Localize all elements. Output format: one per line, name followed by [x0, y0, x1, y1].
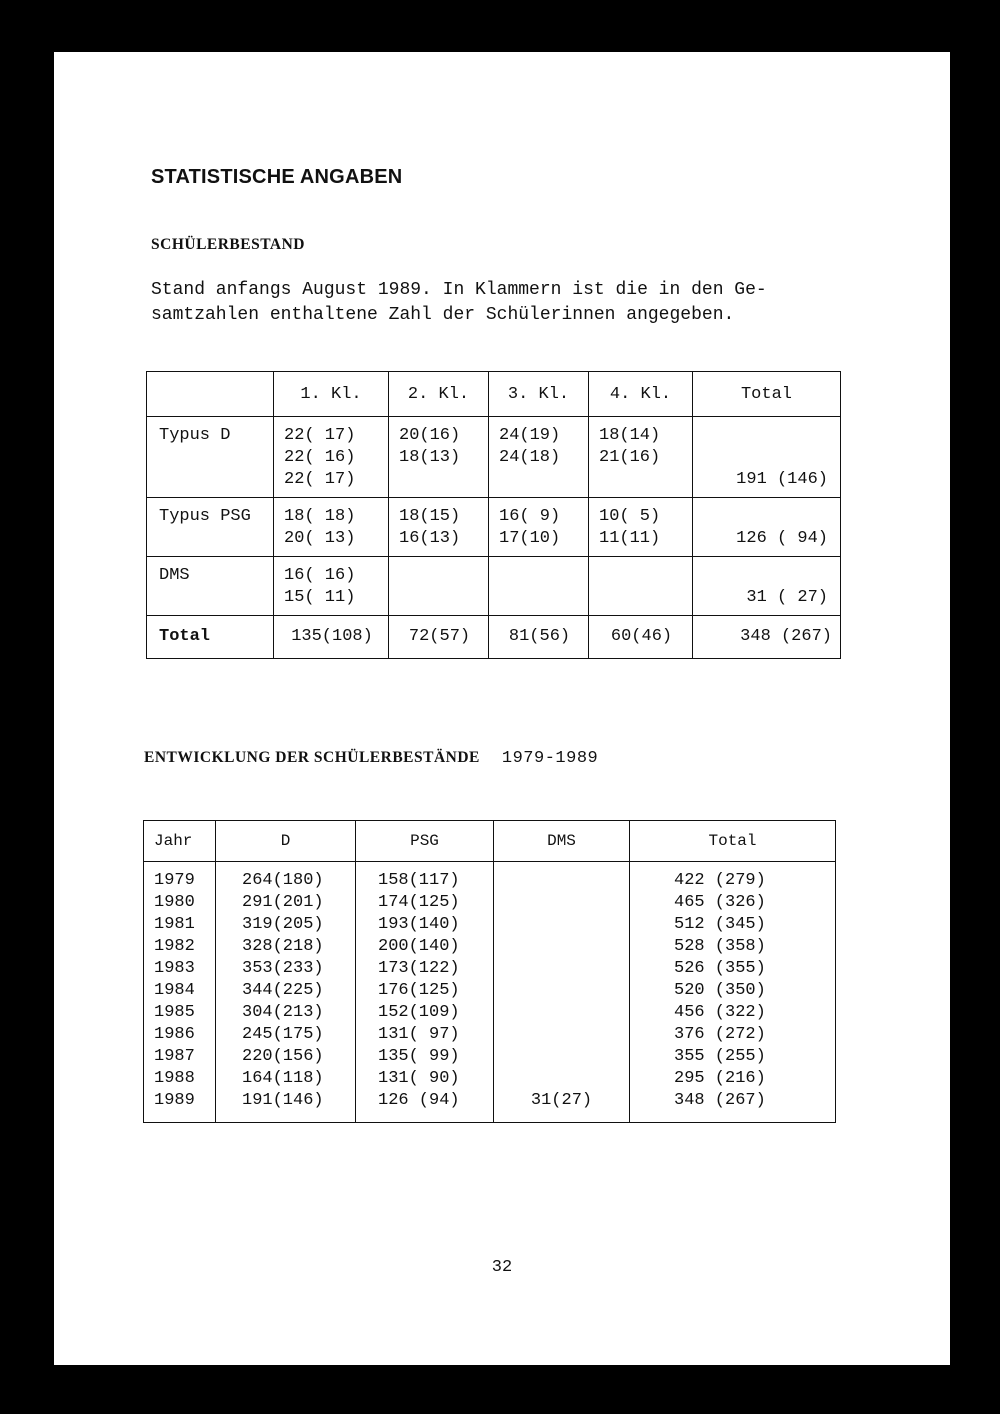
- cell-value: 18( 18): [284, 507, 356, 526]
- list-item: 1982: [154, 937, 195, 956]
- list-item: 1980: [154, 893, 195, 912]
- list-item: 200(140): [378, 937, 460, 956]
- list-item: 245(175): [242, 1025, 324, 1044]
- header-cell-total: Total: [630, 821, 836, 862]
- cell-value: 17(10): [499, 529, 561, 548]
- cell-c3: [489, 417, 589, 498]
- total-row-c1: 135(108): [274, 616, 389, 659]
- cell-c4: [589, 498, 693, 557]
- cell-value: 18(15): [399, 507, 461, 526]
- list-item: 348 (267): [674, 1091, 766, 1110]
- header-cell-kl3: 3. Kl.: [489, 372, 589, 417]
- column-psg: [356, 862, 494, 1123]
- list-item: 422 (279): [674, 871, 766, 890]
- list-item: 291(201): [242, 893, 324, 912]
- intro-line-1: Stand anfangs August 1989. In Klammern ist die in den Ge-: [151, 280, 767, 300]
- list-item: 456 (322): [674, 1003, 766, 1022]
- list-item: 131( 90): [378, 1069, 460, 1088]
- cell-total: [693, 557, 841, 616]
- total-row-label: Total: [147, 616, 274, 659]
- cell-value: 22( 17): [284, 470, 356, 489]
- list-item: 528 (358): [674, 937, 766, 956]
- list-item: 173(122): [378, 959, 460, 978]
- table-row: [144, 862, 836, 1123]
- total-row-c3: 81(56): [489, 616, 589, 659]
- intro-paragraph: [151, 278, 871, 328]
- document-page: [54, 52, 950, 1365]
- cell-value: 16( 9): [499, 507, 561, 526]
- intro-line-2: samtzahlen enthaltene Zahl der Schülerinnen angegeben.: [151, 305, 735, 325]
- column-dms: [494, 862, 630, 1123]
- cell-c2: [389, 498, 489, 557]
- section-heading-text: ENTWICKLUNG DER SCHÜLERBESTÄNDE: [144, 749, 480, 766]
- cell-value: 20(16): [399, 426, 461, 445]
- cell-value: 22( 16): [284, 448, 356, 467]
- cell-value: 18(13): [399, 448, 461, 467]
- entwicklung-table: [143, 820, 836, 1123]
- header-cell-d: D: [216, 821, 356, 862]
- cell-c1: [274, 498, 389, 557]
- list-item: 304(213): [242, 1003, 324, 1022]
- header-cell-psg: PSG: [356, 821, 494, 862]
- row-label: Typus PSG: [147, 498, 274, 557]
- list-item: 295 (216): [674, 1069, 766, 1088]
- cell-value: 16( 16): [284, 566, 356, 585]
- list-item: 1987: [154, 1047, 195, 1066]
- cell-value: 18(14): [599, 426, 661, 445]
- cell-c4: [589, 417, 693, 498]
- list-item: 264(180): [242, 871, 324, 890]
- header-cell-jahr: Jahr: [144, 821, 216, 862]
- cell-c1: [274, 417, 389, 498]
- list-item: 193(140): [378, 915, 460, 934]
- list-item: 158(117): [378, 871, 460, 890]
- cell-c2: [389, 417, 489, 498]
- list-item: 319(205): [242, 915, 324, 934]
- header-cell-empty: [147, 372, 274, 417]
- list-item: 1989: [154, 1091, 195, 1110]
- header-cell-dms: DMS: [494, 821, 630, 862]
- cell-c4: [589, 557, 693, 616]
- section-heading-schuelerbestand: SCHÜLERBESTAND: [151, 236, 306, 253]
- list-item: 191(146): [242, 1091, 324, 1110]
- table-row: [147, 498, 841, 557]
- list-item: 1986: [154, 1025, 195, 1044]
- table-row: [147, 417, 841, 498]
- total-value: 126 ( 94): [736, 529, 828, 548]
- list-item: 152(109): [378, 1003, 460, 1022]
- cell-value: 11(11): [599, 529, 661, 548]
- section-heading-entwicklung: [144, 749, 598, 768]
- list-item: 1988: [154, 1069, 195, 1088]
- total-row-c4: 60(46): [589, 616, 693, 659]
- cell-value: 24(19): [499, 426, 561, 445]
- list-item: 1984: [154, 981, 195, 1000]
- list-item: 176(125): [378, 981, 460, 1000]
- list-item: 520 (350): [674, 981, 766, 1000]
- list-item: 465 (326): [674, 893, 766, 912]
- list-item: 135( 99): [378, 1047, 460, 1066]
- list-item: 328(218): [242, 937, 324, 956]
- header-cell-kl1: 1. Kl.: [274, 372, 389, 417]
- list-item: 355 (255): [674, 1047, 766, 1066]
- table-row: [147, 557, 841, 616]
- cell-value: 20( 13): [284, 529, 356, 548]
- list-item: 512 (345): [674, 915, 766, 934]
- list-item: 526 (355): [674, 959, 766, 978]
- cell-value: 15( 11): [284, 588, 356, 607]
- header-cell-kl4: 4. Kl.: [589, 372, 693, 417]
- list-item: 344(225): [242, 981, 324, 1000]
- row-label: DMS: [147, 557, 274, 616]
- header-cell-total: Total: [693, 372, 841, 417]
- cell-value: 10( 5): [599, 507, 661, 526]
- list-item: 1985: [154, 1003, 195, 1022]
- cell-value: 24(18): [499, 448, 561, 467]
- list-item: 126 (94): [378, 1091, 460, 1110]
- list-item: 1983: [154, 959, 195, 978]
- column-total: [630, 862, 836, 1123]
- cell-c3: [489, 498, 589, 557]
- total-value: 191 (146): [736, 470, 828, 489]
- cell-total: [693, 498, 841, 557]
- total-value: 31 ( 27): [746, 588, 828, 607]
- list-item: 220(156): [242, 1047, 324, 1066]
- column-jahr: [144, 862, 216, 1123]
- section-heading-years: 1979-1989: [501, 749, 599, 768]
- row-label: Typus D: [147, 417, 274, 498]
- cell-value: 21(16): [599, 448, 661, 467]
- table-header-row: [144, 821, 836, 862]
- dms-value: 31(27): [530, 1091, 593, 1110]
- list-item: 1981: [154, 915, 195, 934]
- cell-c1: [274, 557, 389, 616]
- page-number: 32: [491, 1258, 513, 1277]
- page-title: STATISTISCHE ANGABEN: [151, 166, 403, 188]
- cell-value: 22( 17): [284, 426, 356, 445]
- schuelerbestand-table: [146, 371, 841, 659]
- cell-c2: [389, 557, 489, 616]
- cell-total: [693, 417, 841, 498]
- cell-c3: [489, 557, 589, 616]
- total-row-total: 348 (267): [693, 616, 841, 659]
- table-header-row: [147, 372, 841, 417]
- column-d: [216, 862, 356, 1123]
- header-cell-kl2: 2. Kl.: [389, 372, 489, 417]
- list-item: 131( 97): [378, 1025, 460, 1044]
- list-item: 164(118): [242, 1069, 324, 1088]
- list-item: 174(125): [378, 893, 460, 912]
- list-item: 353(233): [242, 959, 324, 978]
- total-row-c2: 72(57): [389, 616, 489, 659]
- list-item: 376 (272): [674, 1025, 766, 1044]
- list-item: 1979: [154, 871, 195, 890]
- total-row: [147, 616, 841, 659]
- cell-value: 16(13): [399, 529, 461, 548]
